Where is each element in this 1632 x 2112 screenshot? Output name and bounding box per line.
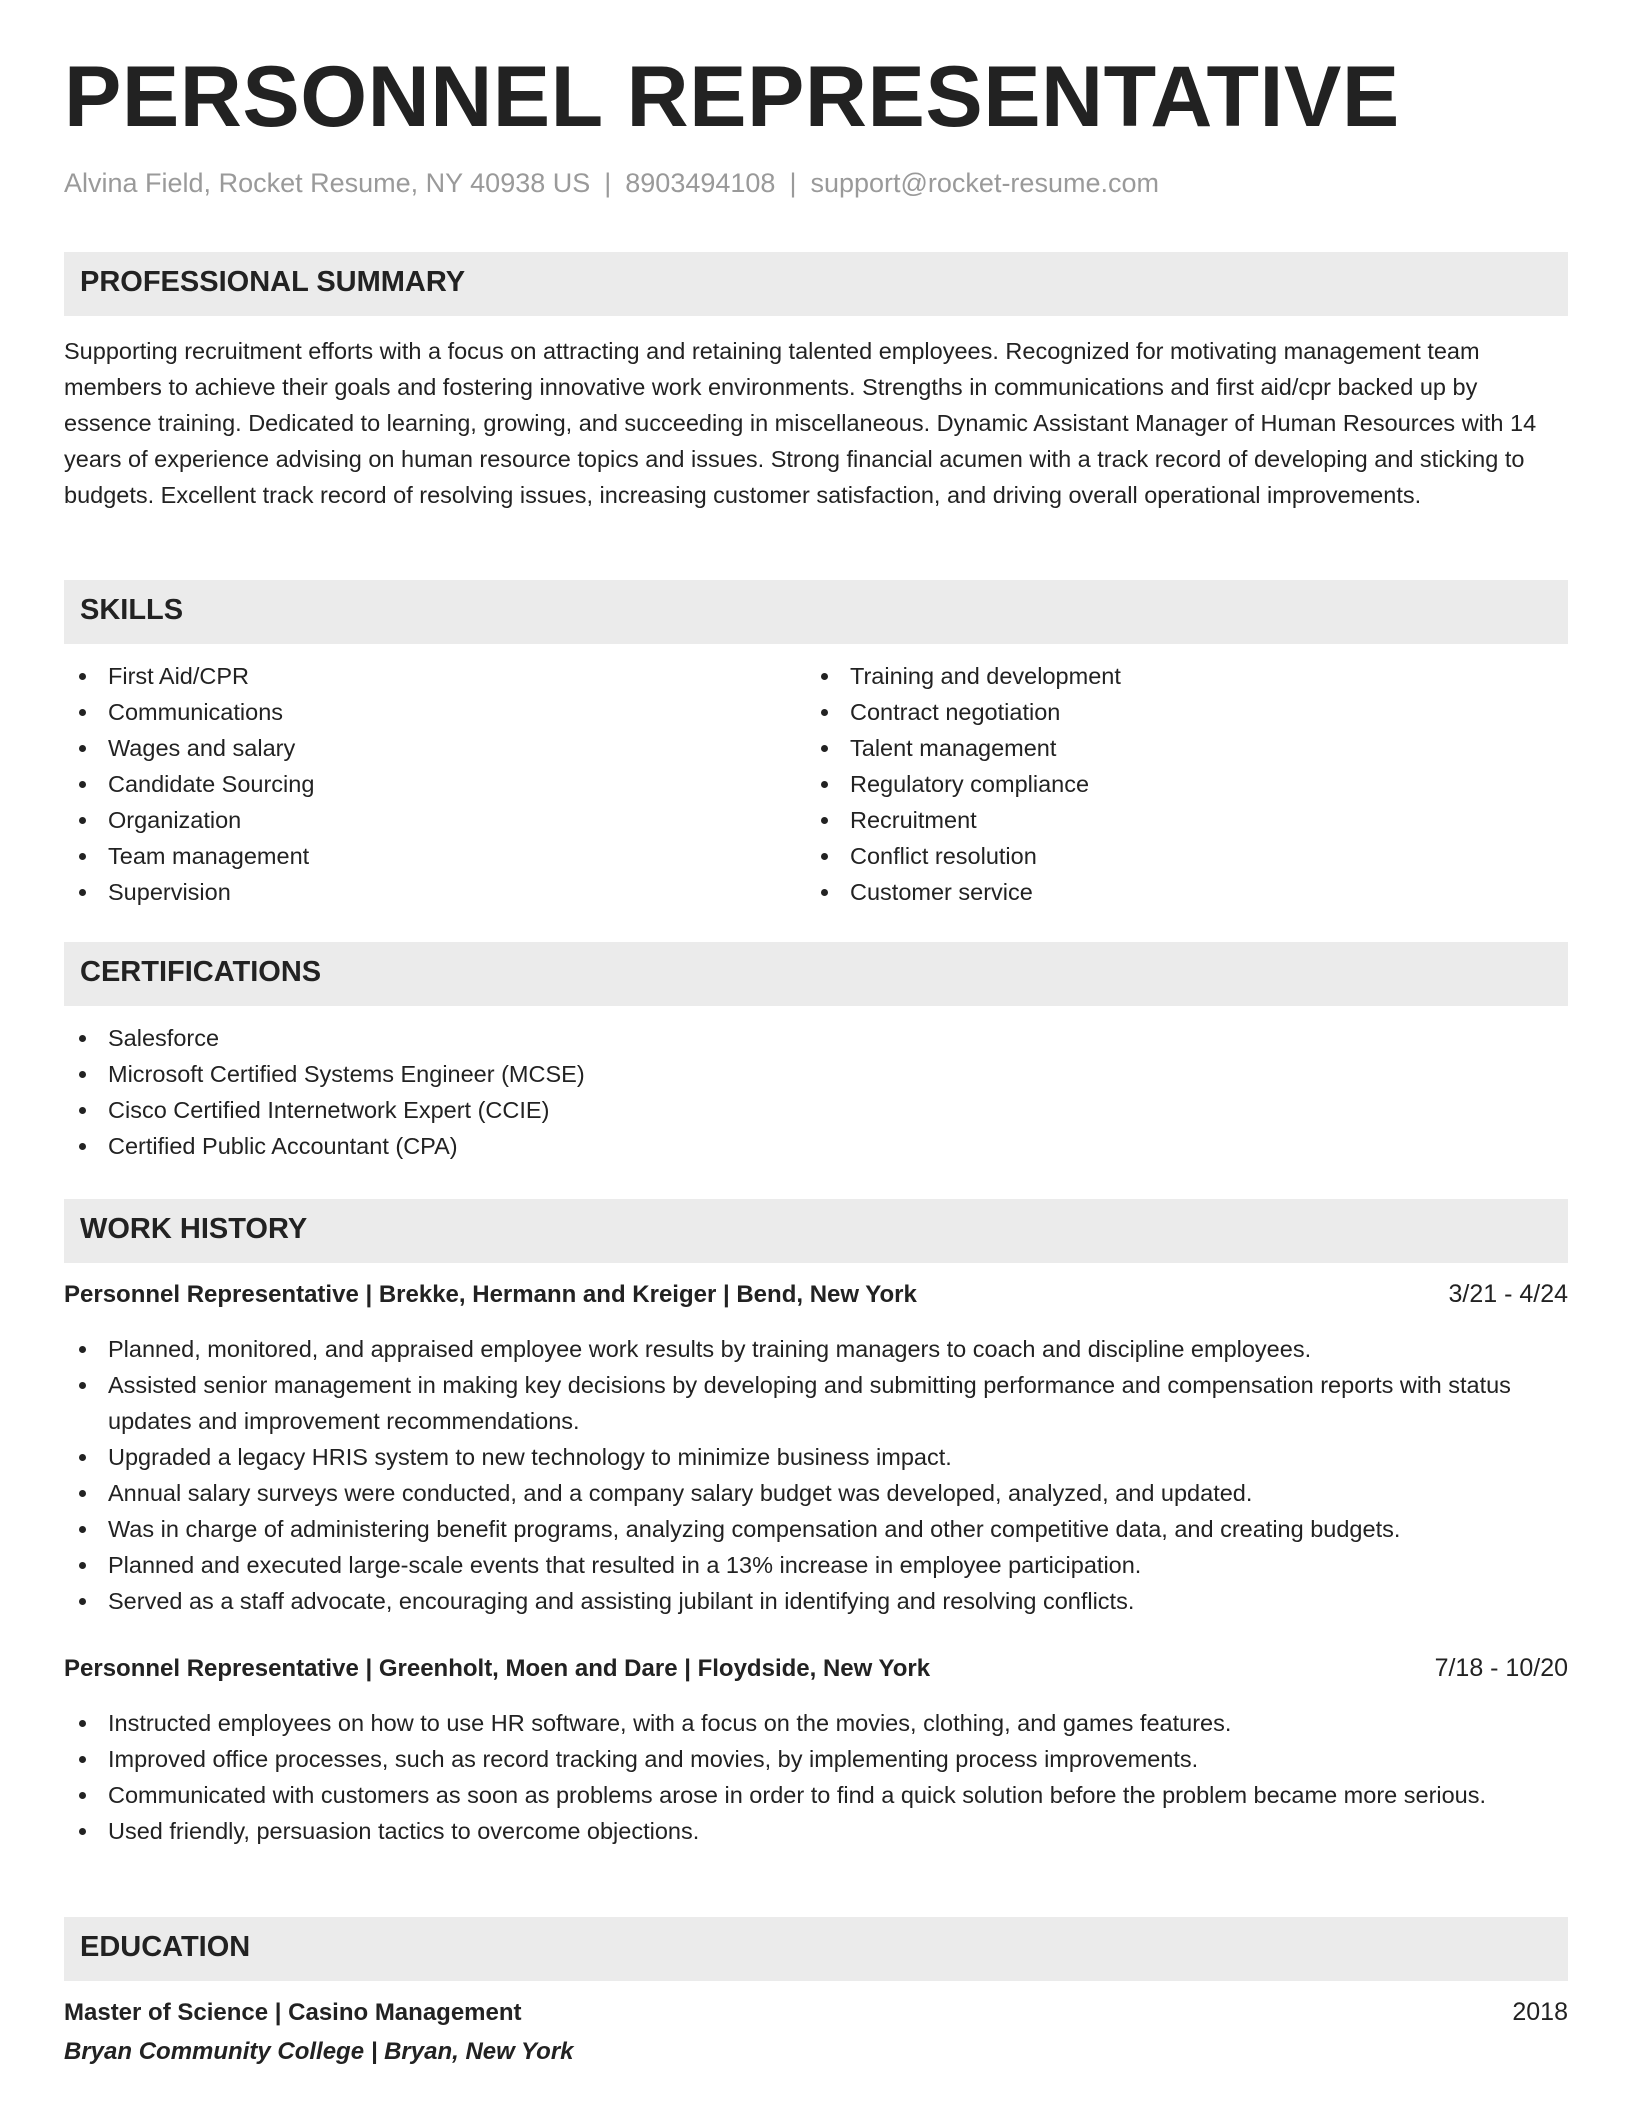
- list-item: Regulatory compliance: [806, 766, 1546, 802]
- list-item: Training and development: [806, 658, 1546, 694]
- list-item: Cisco Certified Internetwork Expert (CCIE): [64, 1092, 1568, 1128]
- section-header-education: [64, 1917, 1568, 1981]
- list-item: Served as a staff advocate, encouraging and assisting jubilant in identifying and resolving conflicts.: [64, 1583, 1568, 1619]
- job-bullets: [64, 1331, 1568, 1619]
- contact-address: Alvina Field, Rocket Resume, NY 40938 US: [64, 168, 591, 198]
- list-item: First Aid/CPR: [64, 658, 804, 694]
- list-item: Communicated with customers as soon as problems arose in order to find a quick solution before the problem became more serious.: [64, 1777, 1568, 1813]
- contact-separator: |: [604, 168, 612, 198]
- skills-list-right: [806, 658, 1546, 910]
- list-item: Communications: [64, 694, 804, 730]
- list-item: Planned, monitored, and appraised employee work results by training managers to coach and discipline employees.: [64, 1331, 1568, 1367]
- contact-separator: |: [789, 168, 797, 198]
- skills-list-left: [64, 658, 804, 910]
- list-item: Improved office processes, such as record tracking and movies, by implementing process improvements.: [64, 1741, 1568, 1777]
- section-title: CERTIFICATIONS: [80, 956, 322, 988]
- list-item: Assisted senior management in making key decisions by developing and submitting performance and compensation reports with status updates and improvement recommendations.: [64, 1367, 1568, 1439]
- section-title: WORK HISTORY: [80, 1213, 308, 1245]
- contact-email: support@rocket-resume.com: [810, 168, 1159, 198]
- job-dates: 3/21 - 4/24: [1448, 1280, 1568, 1308]
- list-item: Wages and salary: [64, 730, 804, 766]
- list-item: Certified Public Accountant (CPA): [64, 1128, 1568, 1164]
- job-bullets: [64, 1705, 1568, 1849]
- summary-text: Supporting recruitment efforts with a focus on attracting and retaining talented employees. Recognized for motivating management team members to achieve their goals and fostering innovative work environments. Strengths in communications and first aid/cpr backed up by essence training. Dedicated to learning, growing, and succeeding in miscellaneous. Dynamic Assistant Manager of Human Resources with 14 years of experience advising on human resource topics and issues. Strong financial acumen with a track record of developing and sticking to budgets. Excellent track record of resolving issues, increasing customer satisfaction, and driving overall operational improvements.: [64, 338, 1537, 508]
- list-item: Planned and executed large-scale events that resulted in a 13% increase in employee participation.: [64, 1547, 1568, 1583]
- list-item: Was in charge of administering benefit programs, analyzing compensation and other competitive data, and creating budgets.: [64, 1511, 1568, 1547]
- section-title: SKILLS: [80, 594, 184, 626]
- list-item: Used friendly, persuasion tactics to overcome objections.: [64, 1813, 1568, 1849]
- list-item: Customer service: [806, 874, 1546, 910]
- page-title: PERSONNEL REPRESENTATIVE: [64, 49, 1400, 145]
- section-header-skills: [64, 580, 1568, 644]
- list-item: Contract negotiation: [806, 694, 1546, 730]
- list-item: Salesforce: [64, 1020, 1568, 1056]
- list-item: Conflict resolution: [806, 838, 1546, 874]
- section-header-certifications: [64, 942, 1568, 1006]
- section-header-work-history: [64, 1199, 1568, 1263]
- section-title: EDUCATION: [80, 1931, 251, 1963]
- school-name: Bryan Community College | Bryan, New York: [64, 2038, 574, 2065]
- job-dates: 7/18 - 10/20: [1434, 1654, 1568, 1682]
- list-item: Organization: [64, 802, 804, 838]
- section-title: PROFESSIONAL SUMMARY: [80, 266, 466, 298]
- certifications-list: [64, 1020, 1568, 1164]
- list-item: Recruitment: [806, 802, 1546, 838]
- job-title: Personnel Representative | Greenholt, Moen and Dare | Floydside, New York: [64, 1655, 931, 1682]
- list-item: Annual salary surveys were conducted, and a company salary budget was developed, analyzed, and updated.: [64, 1475, 1568, 1511]
- list-item: Microsoft Certified Systems Engineer (MCSE): [64, 1056, 1568, 1092]
- list-item: Talent management: [806, 730, 1546, 766]
- list-item: Candidate Sourcing: [64, 766, 804, 802]
- graduation-year: 2018: [1512, 1998, 1568, 2026]
- section-header-summary: [64, 252, 1568, 316]
- job-title: Personnel Representative | Brekke, Hermann and Kreiger | Bend, New York: [64, 1281, 917, 1308]
- degree-title: Master of Science | Casino Management: [64, 1999, 522, 2026]
- list-item: Instructed employees on how to use HR software, with a focus on the movies, clothing, and games features.: [64, 1705, 1568, 1741]
- list-item: Team management: [64, 838, 804, 874]
- contact-line: [64, 168, 1159, 199]
- list-item: Supervision: [64, 874, 804, 910]
- contact-phone: 8903494108: [625, 168, 776, 198]
- list-item: Upgraded a legacy HRIS system to new technology to minimize business impact.: [64, 1439, 1568, 1475]
